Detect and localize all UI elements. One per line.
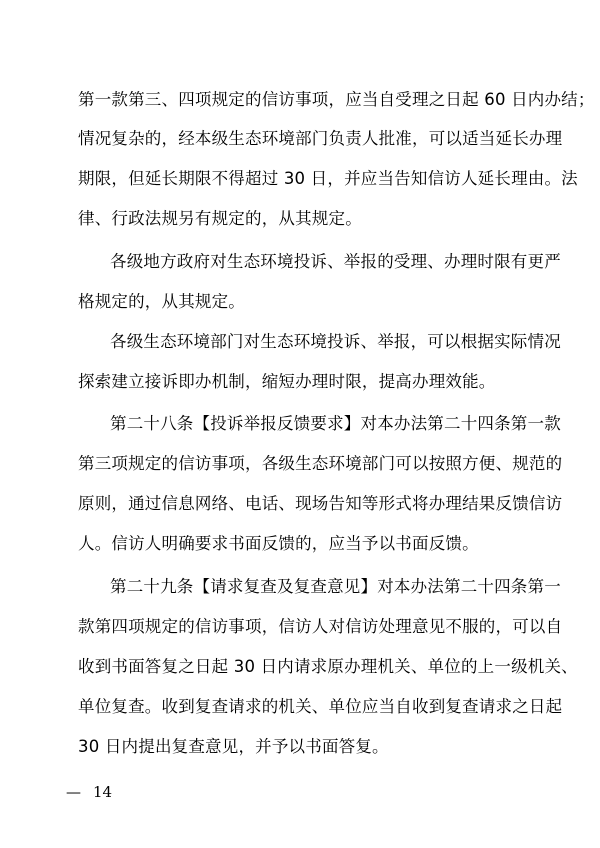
text-line: 格规定的，从其规定。 <box>78 292 245 311</box>
text-line: 各级生态环境部门对生态环境投诉、举报，可以根据实际情况 <box>110 332 561 351</box>
text-line: 30 日内提出复查意见，并予以书面答复。 <box>78 737 389 756</box>
text-line: 单位复查。收到复查请求的机关、单位应当自收到复查请求之日起 <box>78 697 563 716</box>
text-line: 各级地方政府对生态环境投诉、举报的受理、办理时限有更严 <box>110 252 561 271</box>
text-line: 律、行政法规另有规定的，从其规定。 <box>78 209 362 228</box>
text-line: 第一款第三、四项规定的信访事项，应当自受理之日起 60 日内办结； <box>78 90 595 109</box>
page-number: 14 <box>93 783 113 801</box>
text-line: 情况复杂的，经本级生态环境部门负责人批准，可以适当延长办理 <box>78 129 563 148</box>
text-line: 人。信访人明确要求书面反馈的，应当予以书面反馈。 <box>78 534 479 553</box>
article-29-heading-line: 第二十九条【请求复查及复查意见】对本办法第二十四条第一 <box>110 577 561 596</box>
article-28-heading-line: 第二十八条【投诉举报反馈要求】对本办法第二十四条第一款 <box>110 414 561 433</box>
footer-dash: — <box>66 783 81 801</box>
text-line: 探索建立接诉即办机制，缩短办理时限，提高办理效能。 <box>78 372 496 391</box>
text-line: 原则，通过信息网络、电话、现场告知等形式将办理结果反馈信访 <box>78 494 563 513</box>
text-line: 款第四项规定的信访事项，信访人对信访处理意见不服的，可以自 <box>78 617 563 636</box>
text-line: 收到书面答复之日起 30 日内请求原办理机关、单位的上一级机关、 <box>78 657 578 676</box>
text-line: 第三项规定的信访事项，各级生态环境部门可以按照方便、规范的 <box>78 454 563 473</box>
page-footer <box>66 782 112 802</box>
text-line: 期限，但延长期限不得超过 30 日，并应当告知信访人延长理由。法 <box>78 169 578 188</box>
